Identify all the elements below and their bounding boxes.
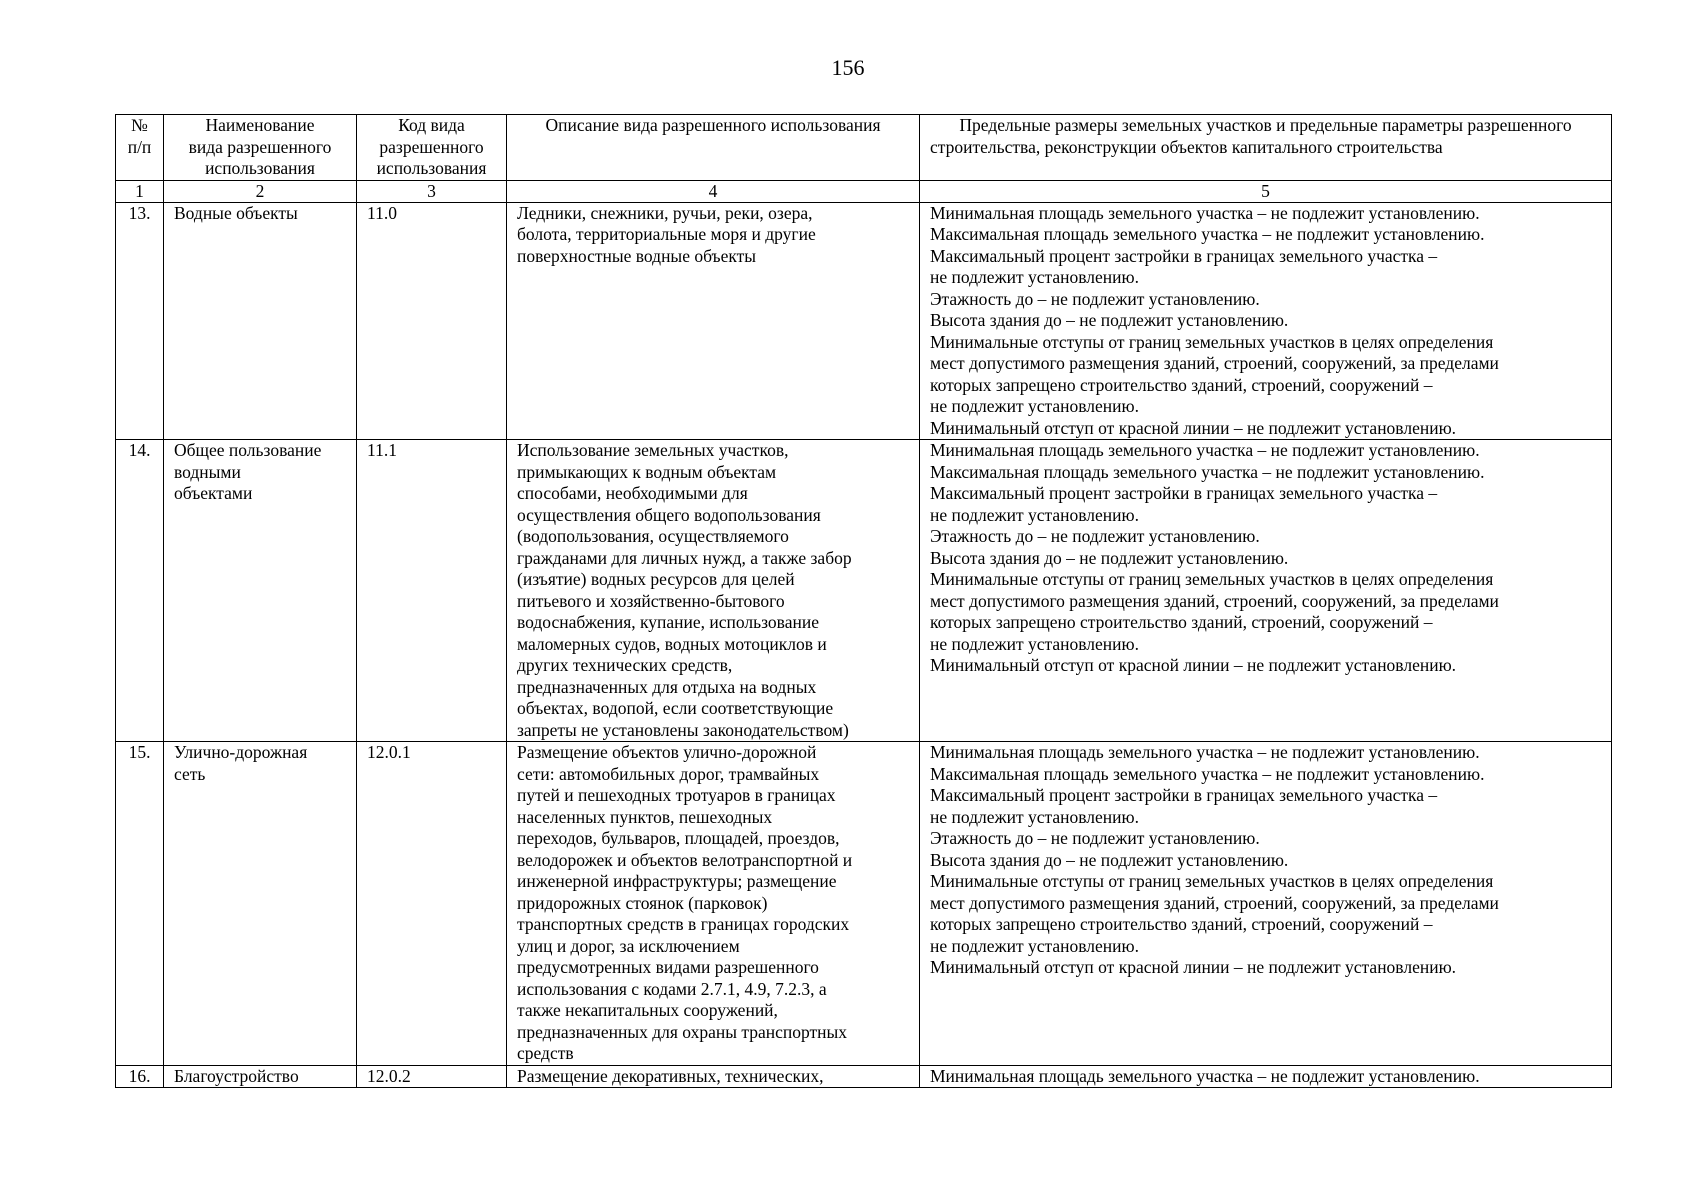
parameter-line: Максимальная площадь земельного участка – не подлежит установлению.: [930, 763, 1485, 784]
description-line: водоснабжения, купание, использование: [517, 612, 819, 632]
parameter-line: Максимальный процент застройки в границах земельного участка –: [930, 245, 1438, 266]
description-line: (изъятие) водных ресурсов для целей: [517, 569, 795, 589]
header-col-code: Код вида разрешенного использования: [357, 115, 507, 181]
parameter-line: Минимальный отступ от красной линии – не подлежит установлению.: [930, 417, 1457, 438]
description-line: транспортных средств в границах городских: [517, 914, 850, 934]
description-line: Использование земельных участков,: [517, 440, 789, 460]
description-line: населенных пунктов, пешеходных: [517, 806, 773, 827]
table-row: [116, 440, 1612, 742]
use-code: 12.0.2: [357, 1065, 507, 1088]
use-name-line: сеть: [174, 763, 206, 784]
parameter-line: Минимальный отступ от красной линии – не подлежит установлению.: [930, 957, 1457, 977]
description-line: маломерных судов, водных мотоциклов и: [517, 633, 827, 654]
parameter-line: Минимальный отступ от красной линии – не подлежит установлению.: [930, 655, 1457, 675]
parameter-line: которых запрещено строительство зданий, строений, сооружений –: [930, 914, 1433, 934]
use-description: [507, 1065, 920, 1088]
use-name: [164, 1065, 357, 1088]
column-number: 2: [164, 180, 357, 202]
parameter-line: мест допустимого размещения зданий, строений, сооружений, за пределами: [930, 892, 1499, 913]
header-col-name: Наименование вида разрешенного использования: [164, 115, 357, 181]
description-line: болота, территориальные моря и другие: [517, 224, 816, 244]
page-number: 156: [831, 55, 865, 80]
parameter-line: которых запрещено строительство зданий, строений, сооружений –: [930, 374, 1433, 395]
table-row: [116, 1065, 1612, 1088]
table-row: [116, 742, 1612, 1066]
use-description: [507, 202, 920, 440]
column-number-row: [116, 180, 1612, 202]
parameter-line: Максимальная площадь земельного участка – не подлежит установлению.: [930, 461, 1485, 482]
parameter-line: Максимальный процент застройки в границах земельного участка –: [930, 785, 1438, 805]
parameter-line: Высота здания до – не подлежит установлению.: [930, 310, 1289, 330]
use-name-line: Общее пользование: [174, 440, 322, 460]
use-name: [164, 742, 357, 1066]
parameter-line: Минимальные отступы от границ земельных участков в целях определения: [930, 871, 1494, 891]
description-line: способами, необходимыми для: [517, 483, 748, 503]
use-parameters: [920, 202, 1612, 440]
description-line: также некапитальных сооружений,: [517, 1000, 778, 1020]
parameter-line: Этажность до – не подлежит установлению.: [930, 288, 1260, 309]
table-body: [116, 202, 1612, 1088]
parameter-line: не подлежит установлению.: [930, 504, 1139, 525]
description-line: гражданами для личных нужд, а также забор: [517, 547, 852, 568]
column-number: 1: [116, 180, 164, 202]
use-name-line: водными: [174, 461, 241, 482]
description-line: других технических средств,: [517, 655, 733, 675]
parameter-line: не подлежит установлению.: [930, 935, 1139, 956]
table-row: [116, 202, 1612, 440]
header-col-params: Предельные размеры земельных участков и предельные параметры разрешенного строительства, реконструкции объектов капитального строительства: [920, 115, 1612, 181]
parameter-line: Высота здания до – не подлежит установлению.: [930, 547, 1289, 568]
description-line: примыкающих к водным объектам: [517, 461, 777, 482]
parameter-line: Этажность до – не подлежит установлению.: [930, 828, 1260, 848]
description-line: средств: [517, 1043, 574, 1063]
use-parameters: [920, 1065, 1612, 1088]
description-line: поверхностные водные объекты: [517, 245, 757, 266]
use-code: 12.0.1: [357, 742, 507, 1066]
use-description: [507, 742, 920, 1066]
parameter-line: которых запрещено строительство зданий, строений, сооружений –: [930, 612, 1433, 632]
description-line: сети: автомобильных дорог, трамвайных: [517, 763, 820, 784]
use-name: [164, 440, 357, 742]
row-number: 15.: [116, 742, 164, 1066]
description-line: придорожных стоянок (парковок): [517, 892, 768, 913]
description-line: осуществления общего водопользования: [517, 504, 821, 525]
table-header-row: [116, 115, 1612, 181]
description-line: Размещение декоративных, технических,: [517, 1065, 824, 1086]
use-code: 11.0: [357, 202, 507, 440]
description-line: питьевого и хозяйственно-бытового: [517, 590, 785, 611]
land-use-table: [115, 114, 1612, 1088]
description-line: предназначенных для отдыха на водных: [517, 676, 817, 697]
header-col-number: № п/п: [116, 115, 164, 181]
description-line: переходов, бульваров, площадей, проездов,: [517, 828, 840, 848]
description-line: велодорожек и объектов велотранспортной и: [517, 849, 853, 870]
parameter-line: Максимальный процент застройки в границах земельного участка –: [930, 483, 1438, 503]
header-col-description: Описание вида разрешенного использования: [507, 115, 920, 181]
row-number: 13.: [116, 202, 164, 440]
row-number: 14.: [116, 440, 164, 742]
parameter-line: Минимальная площадь земельного участка – не подлежит установлению.: [930, 742, 1480, 762]
description-line: улиц и дорог, за исключением: [517, 935, 740, 956]
parameter-line: Минимальная площадь земельного участка – не подлежит установлению.: [930, 1065, 1480, 1086]
description-line: запреты не установлены законодательством): [517, 719, 849, 740]
description-line: Размещение объектов улично-дорожной: [517, 742, 817, 762]
use-name-line: Водные объекты: [174, 202, 298, 223]
description-line: Ледники, снежники, ручьи, реки, озера,: [517, 202, 813, 223]
parameter-line: мест допустимого размещения зданий, строений, сооружений, за пределами: [930, 590, 1499, 611]
use-name-line: Улично-дорожная: [174, 742, 308, 762]
use-description: [507, 440, 920, 742]
parameter-line: не подлежит установлению.: [930, 267, 1139, 287]
use-parameters: [920, 742, 1612, 1066]
description-line: (водопользования, осуществляемого: [517, 526, 789, 546]
description-line: использования с кодами 2.7.1, 4.9, 7.2.3, а: [517, 978, 827, 999]
parameter-line: Этажность до – не подлежит установлению.: [930, 526, 1260, 546]
parameter-line: Минимальные отступы от границ земельных участков в целях определения: [930, 331, 1494, 352]
column-number: 5: [920, 180, 1612, 202]
row-number: 16.: [116, 1065, 164, 1088]
parameter-line: Максимальная площадь земельного участка – не подлежит установлению.: [930, 224, 1485, 244]
use-code: 11.1: [357, 440, 507, 742]
use-name: [164, 202, 357, 440]
description-line: предусмотренных видами разрешенного: [517, 957, 819, 977]
parameter-line: мест допустимого размещения зданий, строений, сооружений, за пределами: [930, 353, 1499, 373]
description-line: предназначенных для охраны транспортных: [517, 1021, 848, 1042]
use-name-line: объектами: [174, 483, 253, 503]
parameter-line: не подлежит установлению.: [930, 396, 1139, 416]
description-line: инженерной инфраструктуры; размещение: [517, 871, 837, 891]
parameter-line: не подлежит установлению.: [930, 633, 1139, 654]
use-name-line: Благоустройство: [174, 1065, 299, 1086]
parameter-line: Минимальные отступы от границ земельных участков в целях определения: [930, 569, 1494, 589]
column-number: 3: [357, 180, 507, 202]
parameter-line: не подлежит установлению.: [930, 806, 1139, 827]
description-line: путей и пешеходных тротуаров в границах: [517, 785, 836, 805]
column-number: 4: [507, 180, 920, 202]
use-parameters: [920, 440, 1612, 742]
description-line: объектах, водопой, если соответствующие: [517, 698, 834, 718]
parameter-line: Минимальная площадь земельного участка – не подлежит установлению.: [930, 440, 1480, 460]
parameter-line: Минимальная площадь земельного участка – не подлежит установлению.: [930, 202, 1480, 223]
parameter-line: Высота здания до – не подлежит установлению.: [930, 849, 1289, 870]
